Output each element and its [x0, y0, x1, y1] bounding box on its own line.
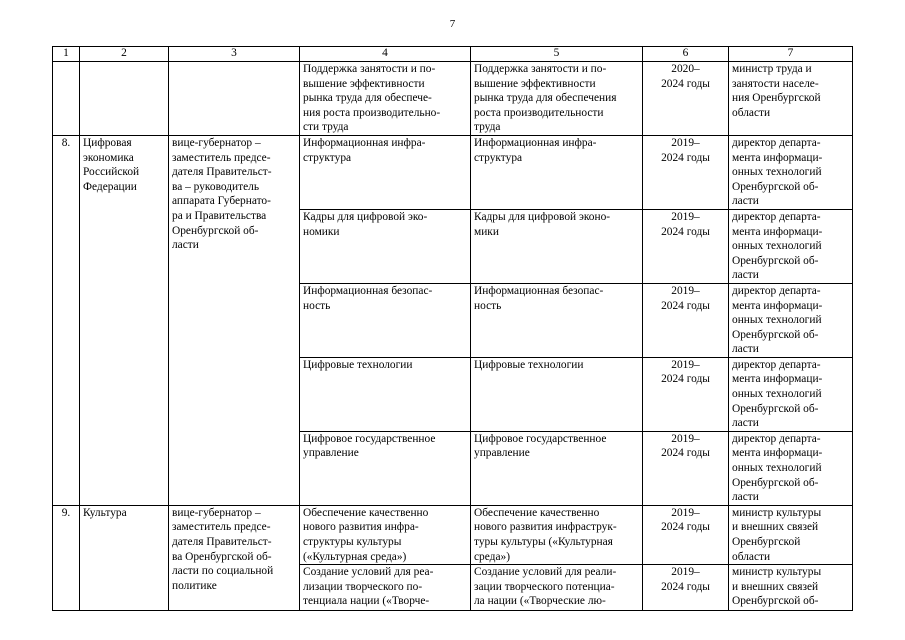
curator-cell: [169, 62, 300, 136]
project-cell: Создание условий для реа- лизации творческого по- тенциала нации («Творче-: [300, 565, 471, 611]
project-cell: Информационная безопас- ность: [300, 283, 471, 357]
responsible-cell: директор департа- мента информаци- онных технологий Оренбургской об- ласти: [729, 135, 853, 209]
period-cell: 2019– 2024 годы: [643, 565, 729, 611]
row-number-cell: 9.: [53, 505, 80, 610]
project-cell: Цифровое государственное управление: [300, 431, 471, 505]
column-number: 7: [729, 47, 853, 62]
curator-cell: вице-губернатор – заместитель предсе- дателя Правительст- ва Оренбургской об- ласти по социальной политике: [169, 505, 300, 610]
column-number: 2: [80, 47, 169, 62]
page-number: 7: [449, 18, 456, 30]
row-number-cell: [53, 62, 80, 136]
responsible-cell: директор департа- мента информаци- онных технологий Оренбургской об- ласти: [729, 431, 853, 505]
project-cell: Поддержка занятости и по- вышение эффективности рынка труда для обеспече- ния роста производительно- сти труда: [300, 62, 471, 136]
table-row: [53, 135, 853, 209]
column-number: 1: [53, 47, 80, 62]
period-cell: 2019– 2024 годы: [643, 283, 729, 357]
project-cell: Кадры для цифровой эко- номики: [300, 209, 471, 283]
column-number-row: [53, 47, 853, 62]
area-cell: [80, 62, 169, 136]
result-cell: Информационная инфра- структура: [471, 135, 643, 209]
responsible-cell: директор департа- мента информаци- онных технологий Оренбургской об- ласти: [729, 283, 853, 357]
result-cell: Создание условий для реали- зации творческого потенциа- ла нации («Творческие лю-: [471, 565, 643, 611]
result-cell: Цифровое государственное управление: [471, 431, 643, 505]
responsible-cell: министр культуры и внешних связей Оренбургской области: [729, 505, 853, 564]
project-cell: Цифровые технологии: [300, 357, 471, 431]
project-cell: Информационная инфра- структура: [300, 135, 471, 209]
period-cell: 2019– 2024 годы: [643, 505, 729, 564]
column-number: 4: [300, 47, 471, 62]
responsible-cell: директор департа- мента информаци- онных технологий Оренбургской об- ласти: [729, 209, 853, 283]
period-cell: 2020– 2024 годы: [643, 62, 729, 136]
column-number: 3: [169, 47, 300, 62]
responsible-cell: директор департа- мента информаци- онных технологий Оренбургской об- ласти: [729, 357, 853, 431]
result-cell: Обеспечение качественно нового развития инфраструк- туры культуры («Культурная среда»): [471, 505, 643, 564]
responsible-cell: министр труда и занятости населе- ния Оренбургской области: [729, 62, 853, 136]
result-cell: Кадры для цифровой эконо- мики: [471, 209, 643, 283]
column-number: 6: [643, 47, 729, 62]
period-cell: 2019– 2024 годы: [643, 357, 729, 431]
area-cell: Культура: [80, 505, 169, 610]
period-cell: 2019– 2024 годы: [643, 209, 729, 283]
project-cell: Обеспечение качественно нового развития инфра- структуры культуры («Культурная среда»): [300, 505, 471, 564]
table-row: [53, 62, 853, 136]
table-row: [53, 505, 853, 564]
curator-cell: вице-губернатор – заместитель предсе- дателя Правительст- ва – руководитель аппарата Губернато- ра и Правительства Оренбургской об- ласти: [169, 135, 300, 505]
result-cell: Цифровые технологии: [471, 357, 643, 431]
row-number-cell: 8.: [53, 135, 80, 505]
period-cell: 2019– 2024 годы: [643, 431, 729, 505]
national-projects-table: [52, 46, 853, 611]
responsible-cell: министр культуры и внешних связей Оренбургской об-: [729, 565, 853, 611]
column-number: 5: [471, 47, 643, 62]
area-cell: Цифровая экономика Российской Федерации: [80, 135, 169, 505]
result-cell: Информационная безопас- ность: [471, 283, 643, 357]
result-cell: Поддержка занятости и по- вышение эффективности рынка труда для обеспечения роста производительности труда: [471, 62, 643, 136]
period-cell: 2019– 2024 годы: [643, 135, 729, 209]
